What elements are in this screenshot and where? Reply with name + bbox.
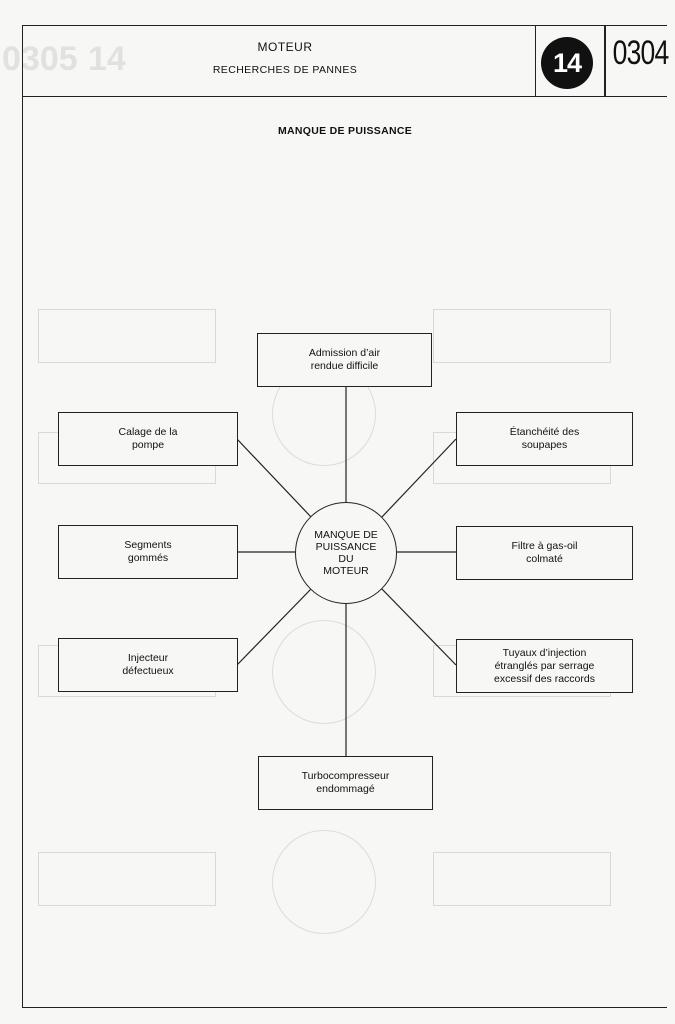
connector-lower-right — [381, 588, 456, 665]
cause-turbocharger — [258, 756, 433, 810]
section-title: MANQUE DE PUISSANCE — [277, 125, 413, 137]
center-node — [295, 502, 397, 604]
cause-valve-sealing — [456, 412, 633, 466]
header-title: MOTEUR — [257, 40, 313, 54]
connector-upper-right — [381, 439, 456, 518]
cause-air-intake — [257, 333, 432, 387]
connector-upper-left — [237, 439, 312, 518]
group-number-badge: 14 — [541, 37, 593, 89]
ghost-group-badge: 14 — [88, 40, 126, 78]
cause-pump-timing-label: Calage de la pompe — [118, 426, 178, 451]
header-subtitle: RECHERCHES DE PANNES — [212, 64, 358, 76]
cause-gummed-rings-label: Segments gommés — [124, 539, 172, 564]
cause-injection-pipes-label: Tuyaux d’injection étranglés par serrage excessif des raccords — [494, 646, 595, 685]
cause-fuel-filter-label: Filtre à gas-oil colmaté — [511, 540, 578, 565]
cause-fuel-filter — [456, 526, 633, 580]
cause-air-intake-label: Admission d’air rendue difficile — [308, 347, 381, 372]
cause-valve-sealing-label: Étanchéité des soupapes — [509, 426, 580, 451]
cause-faulty-injector-label: Injecteur défectueux — [122, 652, 174, 677]
cause-faulty-injector — [58, 638, 238, 692]
page-number: 0304 — [612, 34, 669, 72]
ghost-page-number: 0305 — [2, 40, 78, 78]
cause-pump-timing — [58, 412, 238, 466]
cause-gummed-rings — [58, 525, 238, 579]
cause-turbocharger-label: Turbocompresseur endommagé — [301, 770, 390, 795]
center-node-label: MANQUE DE PUISSANCE DU MOTEUR — [314, 529, 378, 577]
connector-lower-left — [237, 588, 312, 665]
cause-injection-pipes — [456, 639, 633, 693]
